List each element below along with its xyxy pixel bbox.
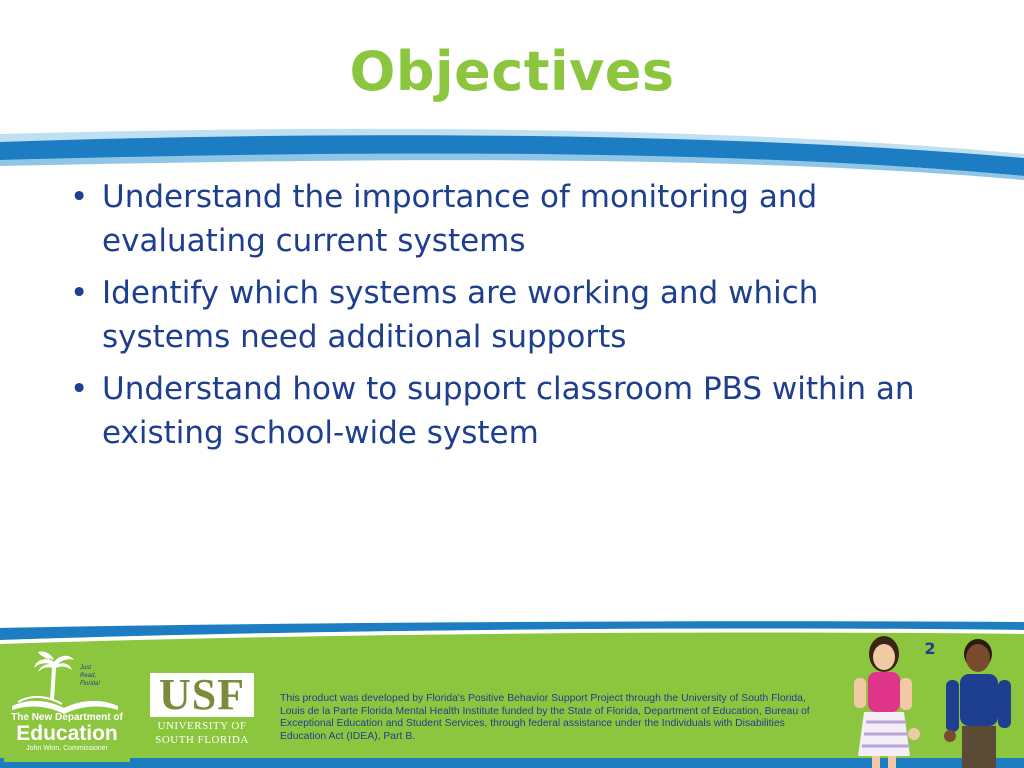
bullet-glyph: • [70,179,89,215]
list-item [70,175,950,263]
funding-disclaimer: This product was developed by Florida's Positive Behavior Support Project through the University of South Florida, Louis de la Parte Florida Mental Health Institute funded by the State of Florida, Department of Education, Bureau of Exceptional Education and Student Services, through federal assistance under the Individuals with Disabilities Education Act (IDEA), Part B. [280,693,810,742]
fldoe-line3: John Winn, Commissioner [26,745,108,752]
list-item [70,271,950,359]
just-read-tagline: Just Read, Florida! [80,665,101,687]
page-number: 2 [924,639,936,658]
bullet-text: Understand the importance of monitoring and evaluating current systems [102,179,818,259]
fldoe-line1: The New Department of [11,712,123,723]
bullet-text: Identify which systems are working and which systems need additional supports [102,275,819,355]
usf-logo-line1: UNIVERSITY OF [157,720,247,732]
bullet-glyph: • [70,275,89,311]
slide-title: Objectives [349,40,675,103]
objectives-list [70,175,950,463]
list-item [70,367,950,455]
children-photo [836,630,1024,768]
bullet-glyph: • [70,371,89,407]
usf-logo-line2: SOUTH FLORIDA [155,734,249,746]
fldoe-line2: Education [16,722,118,745]
usf-logo-letters: USF [158,670,246,719]
bullet-text: Understand how to support classroom PBS within an existing school-wide system [102,371,915,451]
top-wave-decoration [0,120,1024,180]
